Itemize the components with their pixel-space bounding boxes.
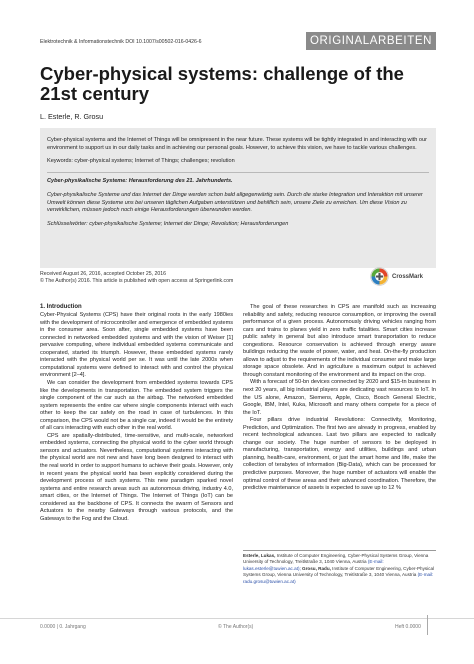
footnote-divider bbox=[243, 550, 436, 551]
abstract-de-title: Cyber-physikalische Systeme: Herausforderung des 21. Jahrhunderts. bbox=[47, 178, 233, 185]
footnote-affiliation-1: Institute of Computer Engineering, Cyber-Physical Systems Group, Vienna University of Technology, Treitlstraße 3, 1040 Vienna, Austria bbox=[243, 553, 429, 565]
footnote-email-1[interactable]: (E-mail: lukas.esterle@tuwien.ac.at); bbox=[243, 559, 384, 571]
abstract-box bbox=[40, 128, 436, 268]
footer-issue: Heft 0.0000 bbox=[395, 624, 421, 630]
paragraph: The goal of these researches in CPS are manifold such as increasing reliability and safety, reducing resource consumption, or improving the overall performance of a given process. Autonomously driving vehicles ranging from cars and trains to planes yield in zero traffic fatalities. Smart cities increase public safety in general but also introduce smart transportation to reduce congestions. Resource conservation is achieved through energy aware buildings reducing the waste of power, water, and heat. On-the-fly production allows to adjust to the requirements of the individual consumer and make large storage space obsolete. And in agriculture a maximum output is achieved through constant monitoring of the environment and its impact on the crop. bbox=[243, 304, 437, 378]
abstract-divider bbox=[47, 172, 429, 173]
footnote-author-1: Esterle, Lukas, bbox=[243, 553, 276, 558]
section-heading-introduction: 1. Introduction bbox=[40, 304, 82, 310]
crossmark-badge[interactable] bbox=[370, 267, 423, 286]
footer-divider bbox=[0, 618, 474, 619]
open-access-note: © The Author(s) 2016. This article is published with open access at Springerlink.com bbox=[40, 278, 234, 284]
article-authors: L. Esterle, R. Grosu bbox=[40, 112, 104, 121]
paragraph: CPS are spatially-distributed, time-sensitive, and multi-scale, networked embedded systems, connecting the physical world to the cyber world through sensors and actuators. Nevertheless, computational systems interacting with the physical world are not new and have long been designed to interact with the real world in order to support humans to achieve their goals. However, only in recent years the physical world has been explicitly considered during the development process of such systems. This new paradigm sparked novel systems and entire research areas such as autonomous driving, industry 4.0, smart cities, or the Internet of Things. The Internet of Things (IoT) can be considered as the backbone of CPS. It connects the swarm of Sensors and Actuators to the nearby Gateways through various protocols, and the Gateways to the Fog and the Cloud. bbox=[40, 432, 234, 522]
paragraph: We can consider the development from embedded systems towards CPS like the developments in transportation. The embedded system triggers the single component of the car such as the airbag. The networked embedded system represents the entire car where single components interact with each other to keep the car safely on the road in case of turbulences. In this comparison, the CPS would not be a single car, indeed it would be the entirety of all cars interacting with each other in the real world. bbox=[40, 379, 233, 432]
abstract-en-keywords: Keywords: cyber-physical systems; Internet of Things; challenges; revolution bbox=[47, 158, 235, 165]
paragraph: Four pillars drive industrial Revolutions: Connectivity, Monitoring, Prediction, and Optimization. The first two are already in progress, enabled by recent technological advances. Last two pillars are expected to radically change our society. The huge number of sensors to be deployed in manufacturing, transportation, energy and utilities, buildings and urban planning, health-care, environment, or just the smart home and life, make the collection of terabytes of information (Big-Data), which can be processed for predictive purposes. Moreover, the huge number of actuators will enable the optimal control of these areas and their advanced coordination. Therefore, the predictive maintenance of assets is expected to save up to 12 % bbox=[243, 417, 436, 492]
received-info bbox=[40, 271, 233, 285]
crossmark-icon bbox=[370, 267, 389, 286]
abstract-de-text: Cyber-physikalische Systeme und das Internet der Dinge werden schon bald allgegenwärtig sein. Durch die starke Integration und Interaktion mit unserer Umwelt können diese Systeme uns bei unseren täglichen Aufgaben unterstützen und behilflich sein, unsere Ziele zu erreichen. Um diese Vision zu verwirklichen, müssen jedoch noch einige Herausforderungen überwunden werden. bbox=[47, 191, 423, 214]
author-footnote bbox=[243, 553, 436, 585]
doi-line: Elektrotechnik & Informationstechnik DOI 10.1007/s00502-016-0426-6 bbox=[40, 39, 202, 45]
footer-copyright: © The Author(s) bbox=[218, 624, 254, 630]
crossmark-label: CrossMark bbox=[392, 273, 424, 280]
footer-tick bbox=[427, 615, 428, 635]
paragraph: Cyber-Physical Systems (CPS) have their original roots in the early 1980ies with the development of microcontroller and emergence of embedded systems in the consumer area. Soon after, single embedded systems have been connected in networked embedded systems and with the vision of Weiser [1] pervasive computing, where individual embedded systems communicate and cooperated, started its triumph. However, these embedded systems rarely interacted with the physical world per se. It was until the late 2000s when computational systems were defined to interact with and control the physical environment [2–4]. bbox=[40, 312, 233, 379]
article-title: Cyber-physical systems: challenge of the 21st century bbox=[40, 63, 404, 104]
abstract-en-text: Cyber-physical systems and the Internet of Things will be omnipresent in the near future. These systems will be tightly integrated in and interacting with our environment to support us in our daily tasks and in achieving our personal goals. However, to achieve this vision, we have to tackle various challenges. bbox=[47, 137, 427, 151]
paragraph: With a forecast of 50-bn devices connected by 2020 and $15-tn business in next 20 years, all big industrial players are dedicating vast resources to IoT. In the US alone, Amazon, Siemens, Apple, Cisco, Bosch General Electric, Google, IBM, Intel, Kuka, Microsoft and many others compete for a piece of the IoT. bbox=[243, 379, 436, 416]
section-tab: ORIGINALARBEITEN bbox=[306, 32, 436, 50]
body-column-left bbox=[40, 304, 233, 523]
footnote-affiliation-2: Institute of Computer Engineering, Cyber-Physical Systems Group, Vienna University of Technology, Treitlstraße 3, 1040 Vienna, Austria bbox=[243, 565, 435, 578]
abstract-de-keywords: Schlüsselwörter: cyber-physikalische Systeme; Internet der Dinge; Revolution; Herausforderungen bbox=[47, 220, 289, 227]
footer-volume: 0.0000 | 0. Jahrgang bbox=[40, 624, 86, 630]
footnote-author-2: Grosu, Radu, bbox=[300, 565, 331, 571]
received-dates: Received August 26, 2016, accepted October 25, 2016 bbox=[40, 271, 167, 277]
footnote-email-2[interactable]: (E-mail: radu.grosu@tuwien.ac.at) bbox=[243, 572, 434, 584]
body-column-right bbox=[243, 304, 436, 493]
